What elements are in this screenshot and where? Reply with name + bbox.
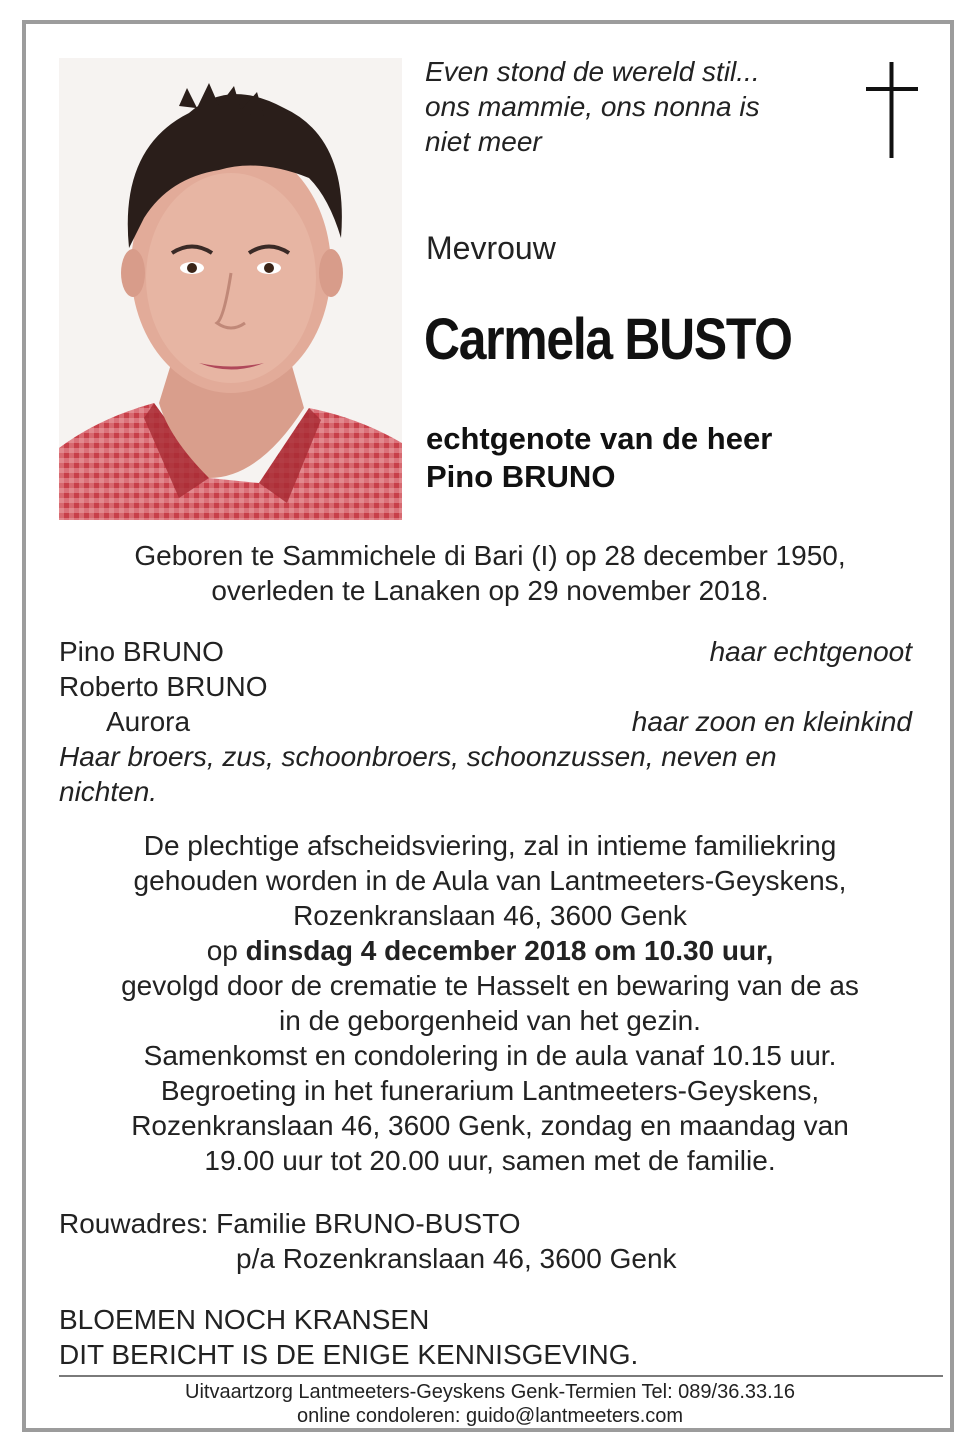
family-others-line: nichten. bbox=[59, 776, 158, 807]
family-relation-pino: haar echtgenoot bbox=[709, 636, 912, 667]
family-name-pino: Pino BRUNO bbox=[59, 636, 224, 667]
poem-line: ons mammie, ons nonna is bbox=[425, 91, 760, 122]
ceremony-line: Rozenkranslaan 46, 3600 Genk, zondag en maandag van bbox=[131, 1110, 849, 1141]
portrait-photo bbox=[59, 58, 402, 520]
family-others-line: Haar broers, zus, schoonbroers, schoonzussen, neven en bbox=[59, 741, 777, 772]
family-relation-aurora: haar zoon en kleinkind bbox=[631, 706, 912, 737]
spouse-line: Pino BRUNO bbox=[426, 459, 616, 494]
notice-line: DIT BERICHT IS DE ENIGE KENNISGEVING. bbox=[59, 1339, 639, 1370]
ceremony-line: De plechtige afscheidsviering, zal in intieme familiekring bbox=[143, 830, 837, 861]
birth-death-info bbox=[40, 538, 940, 608]
footer bbox=[40, 1380, 940, 1428]
ceremony-line: Samenkomst en condolering in de aula vanaf 10.15 uur. bbox=[143, 1040, 837, 1071]
ceremony-date bbox=[40, 933, 940, 968]
mourning-address-line: p/a Rozenkranslaan 46, 3600 Genk bbox=[236, 1243, 677, 1274]
death-line: overleden te Lanaken op 29 november 2018. bbox=[211, 575, 769, 606]
ceremony-date-bold: dinsdag 4 december 2018 om 10.30 uur, bbox=[245, 935, 774, 966]
spouse-line: echtgenote van de heer bbox=[426, 421, 773, 456]
poem bbox=[425, 54, 835, 159]
deceased-name: Carmela BUSTO bbox=[424, 307, 792, 372]
footer-divider bbox=[59, 1375, 943, 1377]
ceremony-line: in de geborgenheid van het gezin. bbox=[279, 1005, 701, 1036]
ceremony-line: 19.00 uur tot 20.00 uur, samen met de familie. bbox=[204, 1145, 776, 1176]
cross-icon bbox=[862, 62, 922, 158]
spouse-info bbox=[426, 420, 772, 496]
poem-line: niet meer bbox=[425, 126, 542, 157]
ceremony-line: gevolgd door de crematie te Hasselt en bewaring van de as bbox=[121, 970, 859, 1001]
ceremony-date-prefix: op bbox=[206, 935, 246, 966]
notice-line: BLOEMEN NOCH KRANSEN bbox=[59, 1304, 430, 1335]
family-name-aurora: Aurora bbox=[106, 706, 191, 737]
poem-line: Even stond de wereld stil... bbox=[425, 56, 760, 87]
ceremony-line: Begroeting in het funerarium Lantmeeters-Geyskens, bbox=[160, 1075, 820, 1106]
birth-line: Geboren te Sammichele di Bari (I) op 28 december 1950, bbox=[134, 540, 846, 571]
footer-line: online condoleren: guido@lantmeeters.com bbox=[296, 1405, 684, 1427]
family-name-roberto: Roberto BRUNO bbox=[59, 671, 268, 702]
footer-line: Uitvaartzorg Lantmeeters-Geyskens Genk-Termien Tel: 089/36.33.16 bbox=[185, 1381, 795, 1403]
mourning-address-line: Rouwadres: Familie BRUNO-BUSTO bbox=[59, 1208, 521, 1239]
ceremony-line: gehouden worden in de Aula van Lantmeeters-Geyskens, bbox=[133, 865, 847, 896]
ceremony-info bbox=[40, 828, 940, 1178]
honorific: Mevrouw bbox=[426, 230, 556, 266]
ceremony-line: Rozenkranslaan 46, 3600 Genk bbox=[293, 900, 687, 931]
